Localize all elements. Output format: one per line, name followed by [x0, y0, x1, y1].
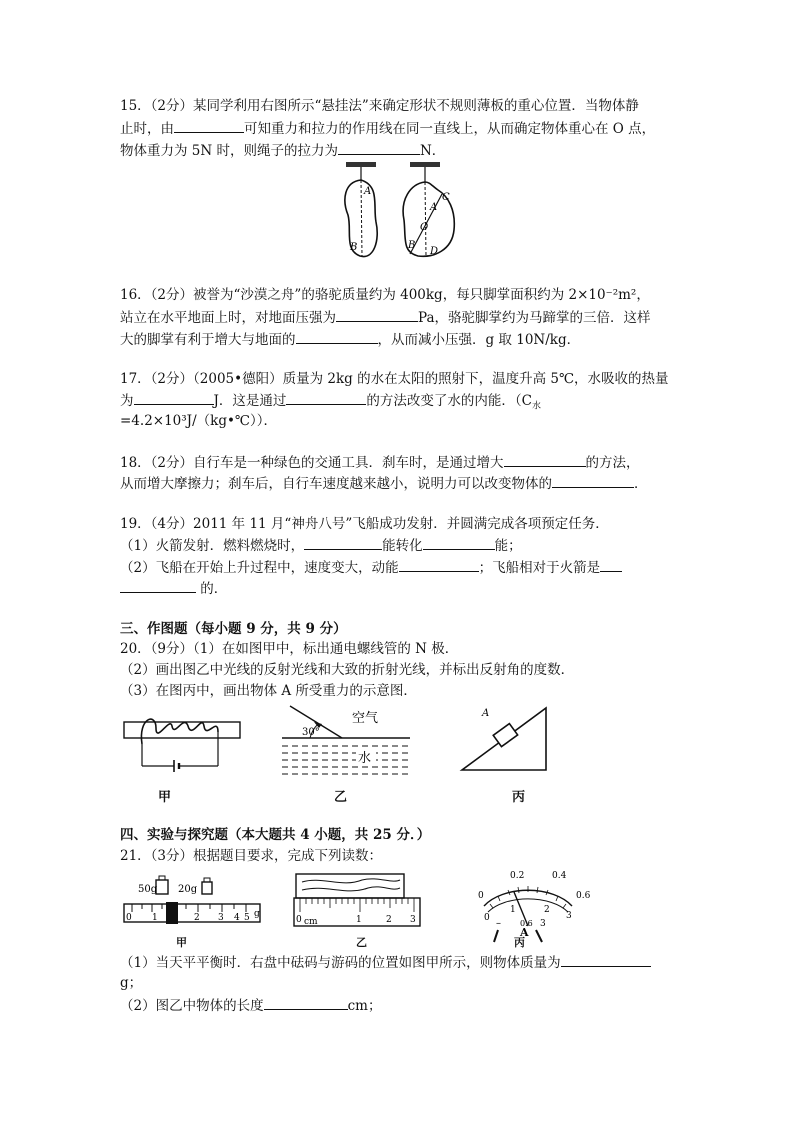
ammeter-top-0.6: 0.6 — [576, 891, 591, 901]
q19-blank2[interactable] — [423, 536, 495, 550]
ammeter-bottom-0: 0 — [484, 913, 490, 923]
scale-tick-4: 4 — [234, 913, 240, 923]
q21-blank2[interactable] — [264, 996, 348, 1010]
q18-blank2[interactable] — [552, 474, 634, 488]
ammeter-terminal-3: 3 — [540, 919, 546, 929]
fig21-label-bing: 丙 — [514, 936, 525, 949]
scale-tick-0: 0 — [126, 913, 132, 923]
scale-unit: g — [254, 909, 260, 919]
block-label: A — [482, 708, 490, 719]
ammeter-label-A: A — [520, 926, 529, 939]
scale-tick-2: 2 — [194, 913, 200, 923]
q21-line: 21．（3分）根据题目要求，完成下列读数： — [120, 848, 383, 864]
q19-blank1[interactable] — [304, 536, 382, 550]
q15-blank1[interactable] — [174, 119, 244, 133]
scale-tick-1: 1 — [152, 913, 158, 923]
ammeter-bottom-2: 2 — [544, 905, 550, 915]
ammeter-top-0: 0 — [478, 891, 484, 901]
q18-blank1[interactable] — [504, 453, 586, 467]
q15-line2: 止时，由 可知重力和拉力的作用线在同一直线上，从而确定物体重心在 O 点， — [120, 121, 656, 137]
weight-50g: 50g — [138, 884, 158, 895]
q20-line3: （3）在图丙中，画出物体 A 所受重力的示意图． — [120, 683, 417, 699]
q20-line1: 20．（9分）（1）在如图甲中，标出通电螺线管的 N 极． — [120, 641, 459, 657]
balance-scale-figure — [122, 870, 264, 942]
hanging-plate-figure — [330, 160, 470, 262]
q19-blank3[interactable] — [399, 558, 479, 572]
q16-line3: 大的脚掌有利于增大与地面的 ，从而减小压强．g 取 10N/kg． — [120, 332, 581, 348]
ruler-figure — [292, 872, 424, 934]
weight-20g: 20g — [178, 884, 198, 895]
ammeter-minus: – — [496, 918, 501, 929]
q16-blank1[interactable] — [336, 308, 418, 322]
ammeter-terminal-0.6: 0.6 — [520, 919, 533, 928]
q18-line2: 从而增大摩擦力；刹车后，自行车速度越来越小，说明力可以改变物体的 ． — [120, 476, 648, 492]
label-B1: B — [350, 242, 358, 253]
ammeter-top-0.4: 0.4 — [552, 871, 567, 881]
fig-label-yi: 乙 — [334, 790, 348, 805]
label-A1: A — [364, 186, 372, 197]
fig21-label-yi: 乙 — [356, 936, 367, 949]
angle-label: 30° — [302, 727, 320, 738]
water-label: 水 — [358, 751, 372, 766]
q19-line3: （2）飞船在开始上升过程中，速度变大，动能 ；飞船相对于火箭是 — [120, 558, 622, 577]
q17-blank1[interactable] — [134, 391, 214, 405]
q15-line3: 物体重力为 5N 时，则绳子的拉力为 N． — [120, 143, 446, 159]
section3-title: 三、作图题（每小题 9 分，共 9 分） — [120, 621, 347, 637]
section4-title: 四、实验与探究题（本大题共 4 小题，共 25 分．） — [120, 827, 431, 843]
q18-line1: 18．（2分）自行车是一种绿色的交通工具．刹车时，是通过增大 的方法， — [120, 455, 640, 471]
q19-line1: 19．（4分）2011 年 11 月“神舟八号”飞船成功发射．并圆满完成各项预定任务． — [120, 516, 609, 532]
q17-line2: 为 J．这是通过 的方法改变了水的内能．（$C_水$ — [120, 393, 542, 412]
ruler-tick-0: 0 — [296, 915, 302, 925]
q17-blank2[interactable] — [286, 391, 366, 405]
q21-blank1[interactable] — [561, 953, 651, 967]
fig-label-jia: 甲 — [158, 790, 172, 805]
ammeter-figure — [470, 868, 600, 946]
q15-line1: 15．（2分）某同学利用右图所示“悬挂法”来确定形状不规则薄板的重心位置．当物体静 — [120, 98, 639, 114]
q16-line1: 16．（2分）被誉为“沙漠之舟”的骆驼质量约为 400kg，每只脚掌面积约为 2×10⁻²m²， — [120, 287, 650, 303]
air-label: 空气 — [352, 711, 379, 726]
q17-line1: 17．（2分）（2005•德阳）质量为 2kg 的水在太阳的照射下，温度升高 5℃，水吸收的热量 — [120, 371, 669, 387]
q19-line4: 的． — [120, 579, 227, 598]
refraction-figure — [280, 700, 412, 780]
q21-a2: （2）图乙中物体的长度 cm； — [120, 998, 382, 1014]
q15-blank2[interactable] — [338, 141, 420, 155]
solenoid-figure — [122, 708, 244, 778]
scale-tick-3: 3 — [218, 913, 224, 923]
ammeter-top-0.2: 0.2 — [510, 871, 525, 881]
label-B2: B — [408, 240, 416, 251]
ammeter-bottom-3: 3 — [566, 911, 572, 921]
incline-figure — [458, 704, 550, 774]
q21-a1: （1）当天平平衡时．右盘中砝码与游码的位置如图甲所示，则物体质量为 — [120, 953, 651, 972]
q20-line2: （2）画出图乙中光线的反射光线和大致的折射光线，并标出反射角的度数． — [120, 662, 575, 678]
q16-blank2[interactable] — [296, 330, 378, 344]
label-O: O — [420, 222, 429, 233]
q19-blank4a[interactable] — [600, 558, 622, 572]
fig21-label-jia: 甲 — [176, 936, 187, 949]
fig-label-bing: 丙 — [512, 790, 526, 805]
ruler-tick-1: 1 — [356, 915, 362, 925]
label-D: D — [430, 246, 439, 257]
q21-a1-unit: g； — [120, 975, 143, 991]
label-C: C — [442, 192, 450, 203]
ammeter-bottom-1: 1 — [510, 905, 516, 915]
ruler-tick-2: 2 — [386, 915, 392, 925]
label-A2: A — [430, 202, 438, 213]
q17-line3: =4.2×10³J/（kg•℃））． — [120, 413, 278, 429]
q16-line2: 站立在水平地面上时，对地面压强为 Pa，骆驼脚掌约为马蹄掌的三倍．这样 — [120, 310, 651, 326]
scale-tick-5: 5 — [244, 913, 250, 923]
ruler-unit: cm — [304, 917, 318, 927]
q19-blank4b[interactable] — [120, 579, 196, 593]
q19-line2: （1）火箭发射．燃料燃烧时， 能转化 能； — [120, 538, 522, 554]
ruler-tick-3: 3 — [410, 915, 416, 925]
